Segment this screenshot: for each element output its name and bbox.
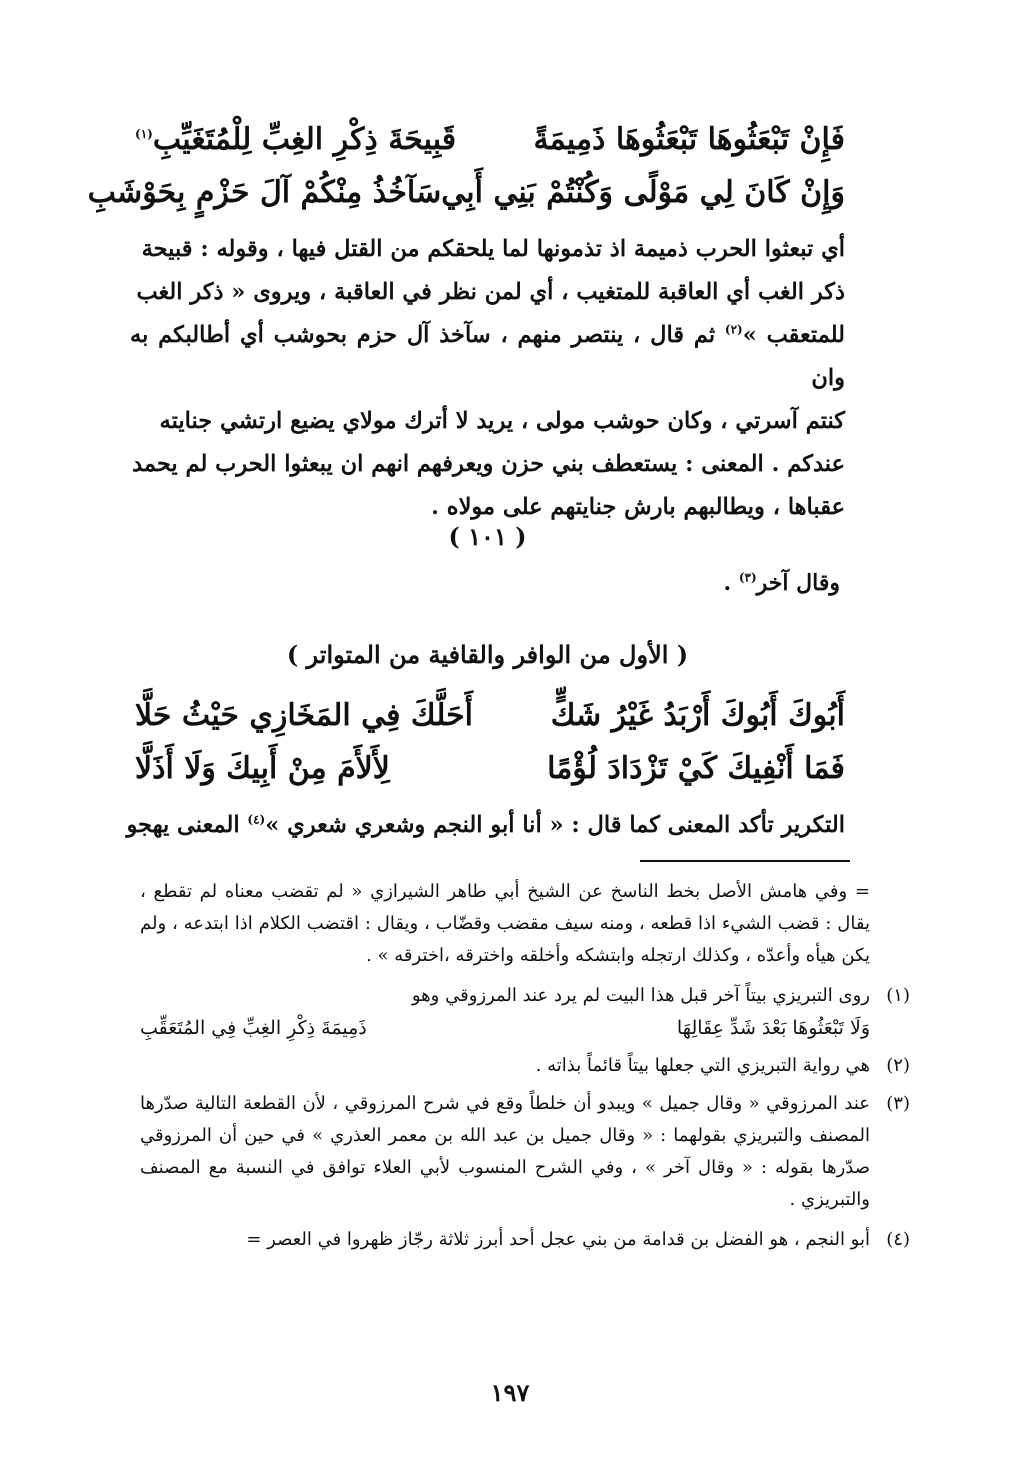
footnote-1-verse <box>140 1012 910 1044</box>
verse-line-1 <box>135 122 845 157</box>
footnote-mark-2[interactable]: (٢) <box>724 322 743 337</box>
commentary-line: عقباها ، ويطالبهم بارش جنايتهم على مولاه . <box>431 494 845 520</box>
footnote-mark-1[interactable]: (١) <box>135 127 153 141</box>
footnote-2 <box>140 1050 910 1082</box>
footnote-continuation <box>140 876 910 972</box>
closing-line-text: التكرير تأكد المعنى كما قال : « أنا أبو النجم وشعري شعري » <box>265 812 845 838</box>
commentary-line-3b: ثم قال ، ينتصر منهم ، سآخذ آل حزم بحوشب أي أطالبكم به وان <box>130 322 845 391</box>
footnote-4-text: أبو النجم ، هو الفضل بن قدامة من بني عجل أحد أبرز ثلاثة رجّاز ظهروا في العصر = <box>246 1229 870 1250</box>
footnote-mark-4[interactable]: (٤) <box>247 812 266 827</box>
verse-4-first-hemistich: فَمَا أَنْفِيكَ كَيْ تَزْدَادَ لُؤْمًا <box>547 751 845 786</box>
verse-3-first-hemistich: أَبُوكَ أَبُوكَ أَرْبَدُ غَيْرُ شَكٍّ <box>550 698 845 733</box>
footnote-4-number: (٤) <box>886 1229 910 1250</box>
verse-line-4 <box>135 751 845 786</box>
poem-intro-tail: . <box>723 570 739 596</box>
commentary-line: أي تبعثوا الحرب ذميمة اذ تذمونها لما يلحقكم من القتل فيها ، وقوله : قبيحة <box>141 236 845 262</box>
verse-1-second-hemistich <box>135 122 456 157</box>
commentary-line-3a: للمتعقب » <box>742 322 846 348</box>
commentary-line: عندكم . المعنى : يستعطف بني حزن ويعرفهم انهم ان يبعثوا الحرب لم يحمد <box>132 451 845 477</box>
footnote-3-number: (٣) <box>886 1093 910 1114</box>
poem-intro <box>724 570 841 596</box>
closing-line <box>126 812 845 838</box>
commentary-paragraph <box>130 228 845 529</box>
verse-3-second-hemistich: أَحَلَّكَ فِي المَخَازِي حَيْثُ حَلَّا <box>135 698 474 733</box>
footnote-1-verse-second: ذَمِيمَةَ ذِكْرِ الغِبِّ فِي المُتَعَقِّبِ <box>140 1017 367 1039</box>
footnote-1-number: (١) <box>886 985 910 1006</box>
verse-line-2 <box>87 175 845 210</box>
commentary-line: ذكر الغب أي العاقبة للمتغيب ، أي لمن نظر في العاقبة ، ويروى « ذكر الغب <box>136 279 845 305</box>
meter-heading: ( الأول من الوافر والقافية من المتواتر ) <box>286 640 689 669</box>
verse-1-second-text: قَبِيحَةَ ذِكْرِ الغِبِّ لِلْمُتَغَيِّبِ <box>152 122 457 157</box>
footnotes <box>140 876 910 1256</box>
verse-2-first-hemistich: وَإِنْ كَانَ لِي مَوْلًى وَكُنْتُمْ بَنِي أَبِي <box>441 175 845 210</box>
poem-intro-text: وقال آخر <box>756 570 840 596</box>
verse-1-first-hemistich: فَإِنْ تَبْعَثُوهَا تَبْعَثُوهَا ذَمِيمَةً <box>533 122 845 157</box>
page-number: ١٩٧ <box>490 1378 530 1407</box>
verse-2-second-hemistich: سَآخُذُ مِنْكُمْ آلَ حَزْمٍ بِحَوْشَبِ <box>87 175 442 210</box>
footnote-1-verse-first: وَلَا تَبْعَثُوهَا بَعْدَ شَدِّ عِقَالِهَا <box>676 1017 870 1039</box>
footnote-continuation-text: = وفي هامش الأصل بخط الناسخ عن الشيخ أبي طاهر الشيرازي « لم تقضب معناه لم تقطع ، يقال : قضب الشيء اذا قطعه ، ومنه سيف مقضب وقضّاب ، ويقال : اقتضب الكلام اذا ابتدعه ، ولم يكن هيأه وأعدّه ، وكذلك ارتجله وابتشكه وأخلقه واخترقه ،اخترقه » . <box>140 881 870 966</box>
footnote-1-text: روى التبريزي بيتاً آخر قبل هذا البيت لم يرد عند المرزوقي وهو <box>411 985 870 1006</box>
verse-line-3 <box>135 698 845 733</box>
footnote-4 <box>140 1224 910 1256</box>
verse-4-second-hemistich: لِأَلأَمَ مِنْ أَبِيكَ وَلَا أَذَلَّا <box>135 751 390 786</box>
footnote-2-number: (٢) <box>886 1055 910 1076</box>
footnote-separator <box>640 860 850 862</box>
commentary-line <box>130 314 845 400</box>
footnote-3 <box>140 1088 910 1216</box>
commentary-line: كنتم آسرتي ، وكان حوشب مولى ، يريد لا أترك مولاي يضيع ارتشي جنايته <box>159 408 845 434</box>
closing-line-tail: المعنى يهجو <box>126 812 248 838</box>
footnote-1 <box>140 980 910 1012</box>
footnote-mark-3[interactable]: (٣) <box>738 570 757 585</box>
footnote-2-text: هي رواية التبريزي التي جعلها بيتاً قائماً بذاته . <box>535 1055 870 1076</box>
footnote-3-text: عند المرزوقي « وقال جميل » ويبدو أن خلطاً وقع في شرح المرزوقي ، لأن القطعة التالية صدّرها المصنف والتبريزي بقولهما : « وقال جميل بن عبد الله بن معمر العذري » في حين أن المرزوقي صدّرها بقوله : « وقال آخر » ، وفي الشرح المنسوب لأبي العلاء توافق في النسبة مع المصنف والتبريزي . <box>140 1093 870 1210</box>
section-number: ( ١٠١ ) <box>448 522 527 551</box>
